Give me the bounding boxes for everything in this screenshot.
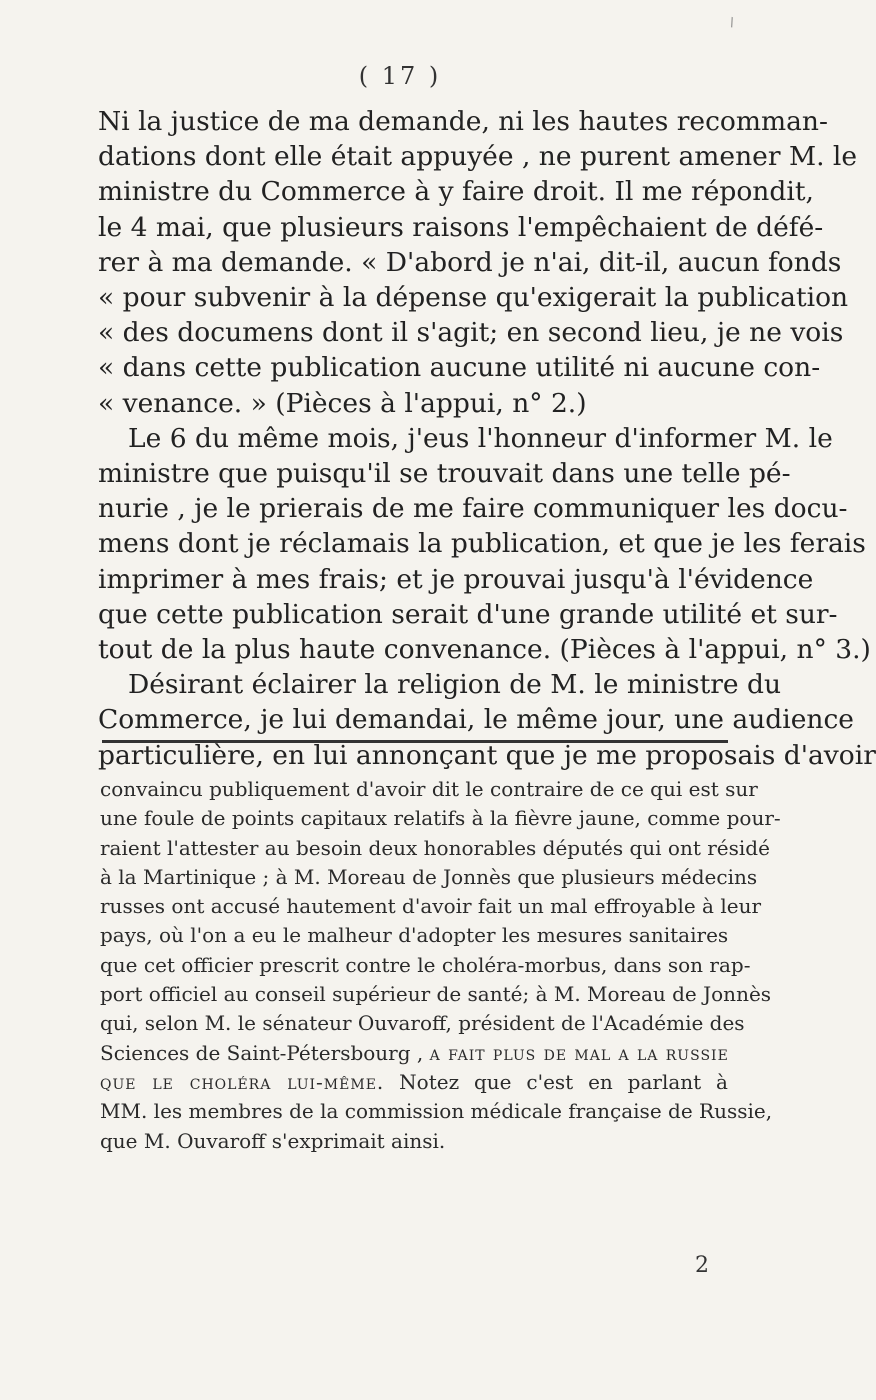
text-line: « pour subvenir à la dépense qu'exigerait la publication xyxy=(98,282,849,314)
text-line: particulière, en lui annonçant que je me proposais d'avoir xyxy=(98,739,876,771)
footnote-smallcaps: a fait plus de mal a la russie xyxy=(429,1040,729,1065)
main-text xyxy=(98,104,876,773)
text-line: imprimer à mes frais; et je prouvai jusqu'à l'évidence xyxy=(98,563,814,595)
text-line: ministre que puisqu'il se trouvait dans une telle pé- xyxy=(98,458,791,490)
footnote-text: Notez que c'est en parlant à xyxy=(384,1069,728,1094)
text-line: Commerce, je lui demandai, le même jour, une audience xyxy=(98,704,854,736)
text-line: Le 6 du même mois, j'eus l'honneur d'informer M. le xyxy=(128,422,833,454)
footnote-text: Sciences de Saint-Pétersbourg , xyxy=(100,1040,430,1065)
footnote-line xyxy=(100,1039,728,1068)
text-line: Ni la justice de ma demande, ni les hautes recomman- xyxy=(98,106,828,137)
text-line: « venance. » (Pièces à l'appui, n° 2.) xyxy=(98,387,587,419)
footnote-line: convaincu publiquement d'avoir dit le contraire de ce qui est sur xyxy=(100,777,758,801)
footnote-line: que M. Ouvaroff s'exprimait ainsi. xyxy=(100,1128,446,1153)
footnote-line: que cet officier prescrit contre le choléra-morbus, dans son rap- xyxy=(100,952,751,977)
text-line: le 4 mai, que plusieurs raisons l'empêchaient de défé- xyxy=(98,211,824,243)
text-line: mens dont je réclamais la publication, et que je les ferais xyxy=(98,528,866,560)
footnote-smallcaps: que le choléra lui-même. xyxy=(100,1069,385,1094)
footnote-line: une foule de points capitaux relatifs à la fièvre jaune, comme pour- xyxy=(100,806,781,831)
footnote-line xyxy=(100,1068,728,1097)
text-line: rer à ma demande. « D'abord je n'ai, dit-il, aucun fonds xyxy=(98,246,842,278)
text-line: ministre du Commerce à y faire droit. Il me répondit, xyxy=(98,176,814,208)
footnote-line: port officiel au conseil supérieur de santé; à M. Moreau de Jonnès xyxy=(100,982,772,1007)
corner-mark: \ xyxy=(727,14,737,30)
footnote-line: MM. les membres de la commission médicale française de Russie, xyxy=(100,1099,773,1124)
footnote-line: raient l'attester au besoin deux honorables députés qui ont résidé xyxy=(100,835,770,860)
footnote-line: à la Martinique ; à M. Moreau de Jonnès que plusieurs médecins xyxy=(100,864,758,889)
footnote-divider xyxy=(102,740,728,743)
page-number: ( 17 ) xyxy=(358,62,442,90)
footnote-line: pays, où l'on a eu le malheur d'adopter les mesures sanitaires xyxy=(100,923,729,948)
text-line: « dans cette publication aucune utilité ni aucune con- xyxy=(98,352,821,384)
signature-mark: 2 xyxy=(695,1253,709,1278)
footnote-line: russes ont accusé hautement d'avoir fait un mal effroyable à leur xyxy=(100,894,762,919)
footnote xyxy=(100,775,781,1156)
text-line: que cette publication serait d'une grande utilité et sur- xyxy=(98,598,838,630)
text-line: Désirant éclairer la religion de M. le ministre du xyxy=(128,669,782,701)
text-line: dations dont elle était appuyée , ne purent amener M. le xyxy=(98,141,858,173)
footnote-line: qui, selon M. le sénateur Ouvaroff, président de l'Académie des xyxy=(100,1011,745,1036)
text-line: tout de la plus haute convenance. (Pièces à l'appui, n° 3.) xyxy=(98,634,871,666)
text-line: « des documens dont il s'agit; en second lieu, je ne vois xyxy=(98,317,844,349)
text-line: nurie , je le prierais de me faire communiquer les docu- xyxy=(98,493,848,525)
